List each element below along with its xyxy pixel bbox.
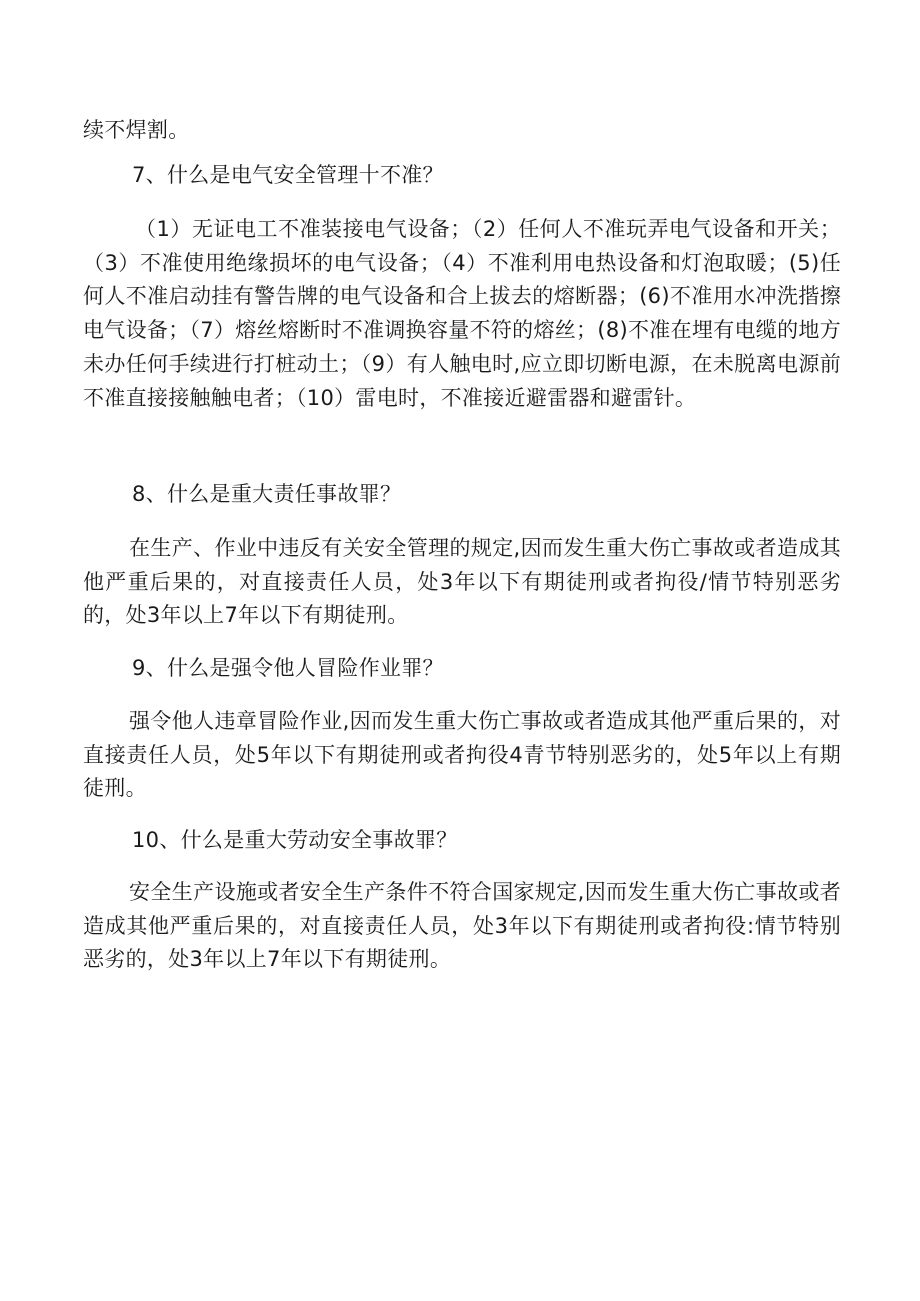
question-9-heading: 9、什么是强令他人冒险作业罪？ xyxy=(132,656,444,680)
question-10-heading: 10、什么是重大劳动安全事故罪？ xyxy=(132,828,458,852)
question-9-answer: 强令他人违章冒险作业,因而发生重大伤亡事故或者造成其他严重后果的，对直接责任人员，处5年以下有期徒刑或者拘役4青节特别恶劣的，处5年以上有期徒刑。 xyxy=(83,709,841,801)
question-8-answer: 在生产、作业中违反有关安全管理的规定,因而发生重大伤亡事故或者造成其他严重后果的，对直接责任人员，处3年以下有期徒刑或者拘役/情节特别恶劣的，处3年以上7年以下有期徒刑。 xyxy=(83,536,841,628)
question-7-answer: （1）无证电工不准装接电气设备；（2）任何人不准玩弄电气设备和开关；（3）不准使用绝缘损坏的电气设备；（4）不准利用电热设备和灯泡取暖；(5)任何人不准启动挂有警告牌的电气设备和合上拔去的熔断器；(6)不准用水冲洗揩擦电气设备；（7）熔丝熔断时不准调换容量不符的熔丝；(8)不准在埋有电缆的地方未办任何手续进行打桩动土；（9）有人触电时,应立即切断电源，在未脱离电源前不准直接接触触电者；（10）雷电时，不准接近避雷器和避雷针。 xyxy=(83,217,842,410)
question-7-heading: 7、什么是电气安全管理十不准？ xyxy=(132,163,444,187)
continuation-text: 续不焊割。 xyxy=(83,118,190,142)
question-8-heading: 8、什么是重大责任事故罪？ xyxy=(132,482,402,506)
question-10-answer: 安全生产设施或者安全生产条件不符合国家规定,因而发生重大伤亡事故或者造成其他严重后果的，对直接责任人员，处3年以下有期徒刑或者拘役:情节特别恶劣的，处3年以上7年以下有期徒刑。 xyxy=(83,880,841,972)
